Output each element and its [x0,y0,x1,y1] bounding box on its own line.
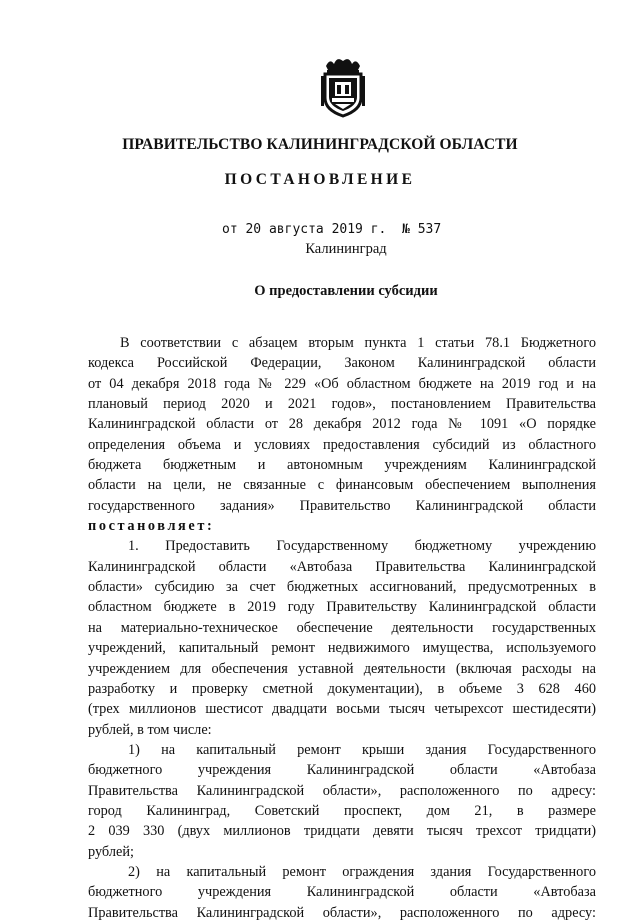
date-prefix: от [222,222,238,237]
body-line: на материально-техническое обеспечение деятельности государственных [88,619,596,636]
body-line: учреждений, капитальный ремонт недвижимого имущества, используемого [88,640,596,657]
decree-title: ПОСТАНОВЛЕНИЕ [224,171,416,188]
body-line: 1) на капитальный ремонт крыши здания Государственного [128,741,596,758]
body-line: город Калининград, Советский проспект, дом 21, в размере [88,802,596,819]
body-line: государственного задания» Правительство Калининградской области [88,497,596,514]
body-line: Калининградской области от 28 декабря 2012 года № 1091 «О порядке [88,416,596,433]
body-line: учреждением для обеспечения уставной деятельности (включая расходы на [88,660,596,677]
body-line: рублей, в том числе: [88,721,212,738]
body-line: 2) на капитальный ремонт ограждения здания Государственного [128,863,596,880]
body-line: бюджета бюджетным и автономным учреждениям Калининградской [88,457,596,474]
body-line: плановый период 2020 и 2021 годов», постановлением Правительства [88,396,596,413]
body-line: 2 039 330 (двух миллионов тридцати девяти тысяч трехсот тридцати) [88,823,596,840]
body-line: Калининградской области «Автобаза Правительства Калининградской [88,558,596,575]
body-line: (трех миллионов шестисот двадцати восьми тысяч четырехсот шестидесяти) [88,701,596,718]
resolution-keyword: постановляет: [88,518,215,535]
government-title: ПРАВИТЕЛЬСТВО КАЛИНИНГРАДСКОЙ ОБЛАСТИ [122,136,518,153]
body-line: кодекса Российской Федерации, Законом Калининградской области [88,355,596,372]
body-line: областном бюджете в 2019 году Правительству Калининградской области [88,599,596,616]
body-line: 1. Предоставить Государственному бюджетному учреждению [128,538,596,555]
decree-body [88,333,596,923]
city-name: Калининград [305,241,387,257]
body-line: бюджетного учреждения Калининградской области «Автобаза [88,762,596,779]
body-line: бюджетного учреждения Калининградской области «Автобаза [88,884,596,901]
body-line: области» субсидию за счет бюджетных ассигнований, предусмотренных в [88,579,596,596]
number-sign: № [402,222,410,237]
decree-subject: О предоставлении субсидии [254,283,438,299]
decree-date: 20 августа 2019 г. [245,222,387,237]
body-line: области на цели, не связанные с финансовым обеспечением выполнения [88,477,596,494]
decree-number: 537 [417,222,442,237]
body-line: Правительства Калининградской области», расположенного по адресу: [88,904,596,921]
body-line: определения объема и условиях предоставления субсидий из областного [88,436,596,453]
body-line: В соответствии с абзацем вторым пункта 1 статьи 78.1 Бюджетного [120,335,596,351]
coat-of-arms-emblem [318,54,368,118]
body-line: Правительства Калининградской области», расположенного по адресу: [88,782,596,799]
body-line: разработку и проверку сметной документации), в объеме 3 628 460 [88,680,596,697]
body-line: от 04 декабря 2018 года № 229 «Об областном бюджете на 2019 год и на [88,375,596,392]
body-line: рублей; [88,843,134,860]
decree-date-line [222,222,441,237]
